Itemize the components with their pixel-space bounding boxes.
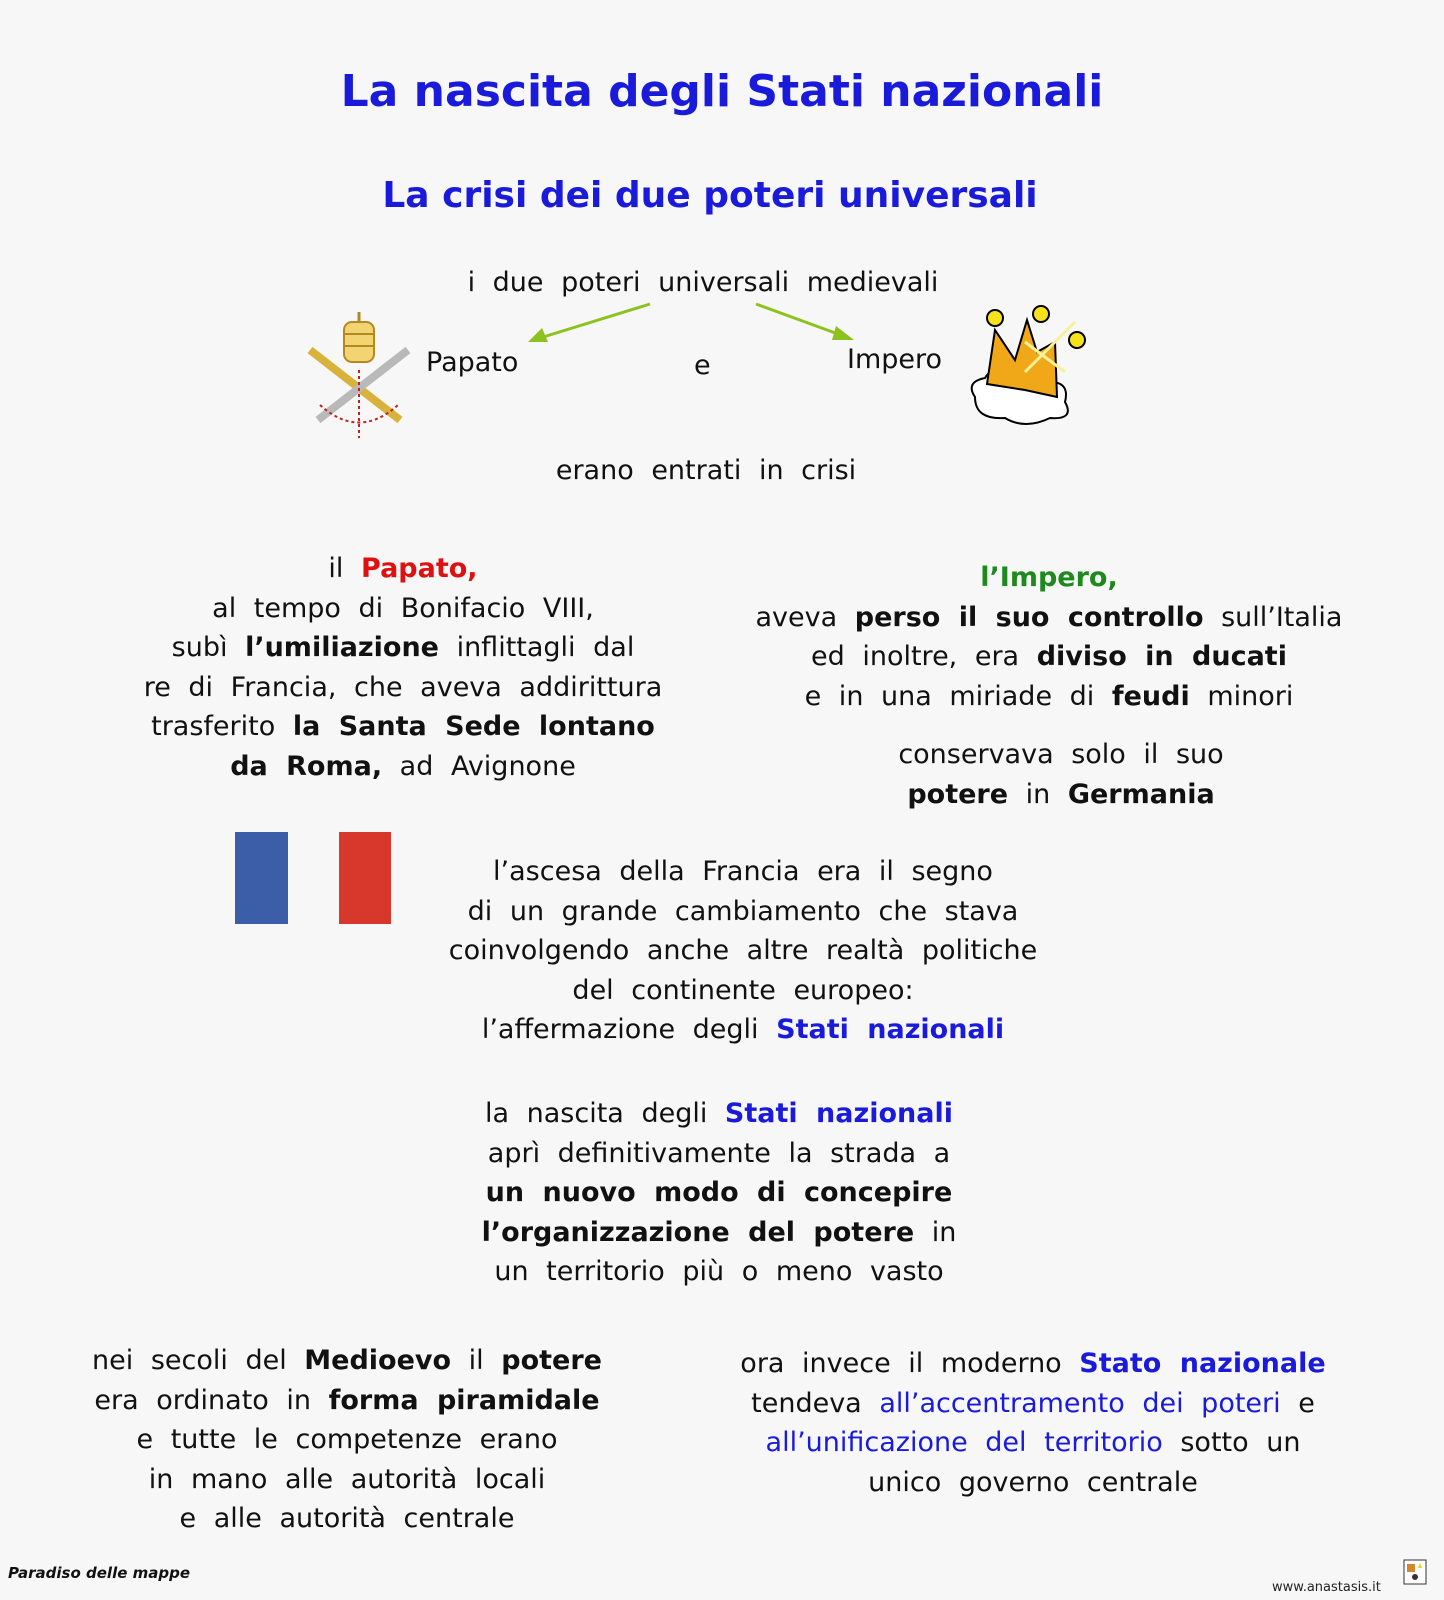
highlighted-text: da Roma, <box>230 750 383 782</box>
footer-website: www.anastasis.it <box>1272 1580 1381 1595</box>
text-segment: ora invece il moderno <box>740 1348 1080 1379</box>
text-segment: in <box>1008 778 1068 810</box>
crown-icon <box>965 302 1090 427</box>
text-line <box>482 1094 957 1134</box>
text-segment: sotto un <box>1162 1427 1301 1459</box>
text-segment: la nascita degli <box>485 1098 725 1129</box>
text-line <box>92 1420 602 1460</box>
supermappe-logo-icon <box>1390 1546 1440 1598</box>
text-line <box>756 677 1343 717</box>
text-line <box>756 637 1343 677</box>
text-line <box>898 775 1223 815</box>
text-line <box>740 1423 1325 1463</box>
highlighted-text: potere <box>907 778 1009 810</box>
moderno-block <box>740 1344 1325 1502</box>
highlighted-text: Stati nazionali <box>776 1014 1005 1046</box>
text-line <box>92 1381 602 1421</box>
text-line <box>482 1252 957 1292</box>
impero-label: Impero <box>847 344 943 375</box>
highlighted-text: la Santa Sede lontano <box>292 711 655 743</box>
text-segment: nei secoli del <box>92 1345 305 1376</box>
and-label: e <box>694 350 711 381</box>
text-segment: unico governo centrale <box>868 1466 1198 1498</box>
highlighted-text: Stati nazionali <box>724 1098 953 1129</box>
text-segment: il <box>328 553 362 584</box>
text-segment: in <box>914 1216 957 1248</box>
text-segment: di un grande cambiamento che stava <box>467 895 1019 927</box>
flag-blue-stripe <box>235 832 288 924</box>
text-segment: un territorio più o meno vasto <box>494 1256 944 1288</box>
text-segment: e <box>1280 1387 1315 1419</box>
text-line <box>449 852 1037 892</box>
page-subtitle: La crisi dei due poteri universali <box>382 175 1038 216</box>
text-segment: ad Avignone <box>382 750 576 782</box>
text-line <box>144 707 663 747</box>
highlighted-text: feudi <box>1111 680 1190 712</box>
impero-block <box>756 558 1343 716</box>
text-line <box>92 1499 602 1539</box>
text-segment: era ordinato in <box>94 1384 329 1416</box>
highlighted-text: l’umiliazione <box>245 632 439 664</box>
highlighted-text: l’organizzazione del potere <box>481 1216 915 1248</box>
highlighted-text: potere <box>501 1345 602 1376</box>
text-segment: e tutte le competenze erano <box>136 1424 558 1456</box>
text-line <box>482 1173 957 1213</box>
text-segment: ed inoltre, era <box>811 641 1037 673</box>
text-line <box>449 892 1037 932</box>
text-line <box>449 1010 1037 1050</box>
arrow-right-icon <box>756 304 854 340</box>
text-line <box>144 668 663 708</box>
highlighted-text: all’unificazione del territorio <box>765 1427 1163 1459</box>
highlighted-text: l’Impero, <box>980 562 1118 593</box>
arrow-left-icon <box>528 304 650 342</box>
text-segment: e alle autorità centrale <box>179 1503 515 1535</box>
papal-emblem-icon <box>300 310 418 440</box>
text-line <box>740 1344 1325 1384</box>
text-line <box>740 1463 1325 1503</box>
text-segment: minori <box>1189 680 1294 712</box>
footer-brand: Paradiso delle mappe <box>8 1564 190 1582</box>
francia-block <box>449 852 1037 1050</box>
text-segment: il <box>451 1345 502 1376</box>
text-segment: coinvolgendo anche altre realtà politiche <box>448 935 1038 967</box>
text-segment: trasferito <box>151 711 293 743</box>
highlighted-text: Papato, <box>361 553 478 584</box>
text-line <box>756 598 1343 638</box>
text-line <box>740 1384 1325 1424</box>
text-line <box>144 549 663 589</box>
crisis-text: erano entrati in crisi <box>555 455 857 486</box>
text-line <box>898 735 1223 775</box>
text-line <box>92 1341 602 1381</box>
highlighted-text: Medioevo <box>304 1345 452 1376</box>
highlighted-text: forma piramidale <box>328 1384 600 1416</box>
germania-block <box>898 735 1223 814</box>
highlighted-text: Stato nazionale <box>1079 1348 1326 1379</box>
highlighted-text: perso il suo controllo <box>854 601 1204 633</box>
text-segment: del continente europeo: <box>572 974 914 1006</box>
text-line <box>482 1213 957 1253</box>
text-line <box>144 628 663 668</box>
text-line <box>449 971 1037 1011</box>
text-segment: l’ascesa della Francia era il segno <box>493 856 993 887</box>
text-line <box>482 1134 957 1174</box>
text-segment: tendeva <box>751 1387 880 1419</box>
text-segment: al tempo di Bonifacio VIII, <box>212 592 594 624</box>
text-segment: subì <box>171 632 246 664</box>
text-line <box>144 589 663 629</box>
text-line <box>92 1460 602 1500</box>
text-segment: inflittagli dal <box>438 632 635 664</box>
text-segment: sull’Italia <box>1203 601 1343 633</box>
text-segment: e in una miriade di <box>804 680 1112 712</box>
text-segment: conservava solo il suo <box>898 739 1224 770</box>
nascita-block <box>482 1094 957 1292</box>
highlighted-text: Germania <box>1067 778 1215 810</box>
text-line <box>449 931 1037 971</box>
page-title: La nascita degli Stati nazionali <box>340 66 1104 117</box>
text-segment: l’affermazione degli <box>481 1014 777 1046</box>
medioevo-block <box>92 1341 602 1539</box>
highlighted-text: all’accentramento dei poteri <box>879 1387 1281 1419</box>
text-segment: in mano alle autorità locali <box>148 1463 546 1495</box>
flag-red-stripe <box>339 832 391 924</box>
text-line <box>144 747 663 787</box>
intro-text: i due poteri universali medievali <box>467 267 939 298</box>
highlighted-text: un nuovo modo di concepire <box>485 1177 953 1209</box>
text-segment: aprì definitivamente la strada a <box>487 1137 951 1169</box>
text-line <box>756 558 1343 598</box>
highlighted-text: diviso in ducati <box>1036 641 1287 673</box>
text-segment: re di Francia, che aveva addirittura <box>143 671 663 703</box>
papato-block <box>144 549 663 787</box>
text-segment: aveva <box>755 601 855 633</box>
papato-label: Papato <box>426 347 519 378</box>
arrows <box>520 296 860 348</box>
